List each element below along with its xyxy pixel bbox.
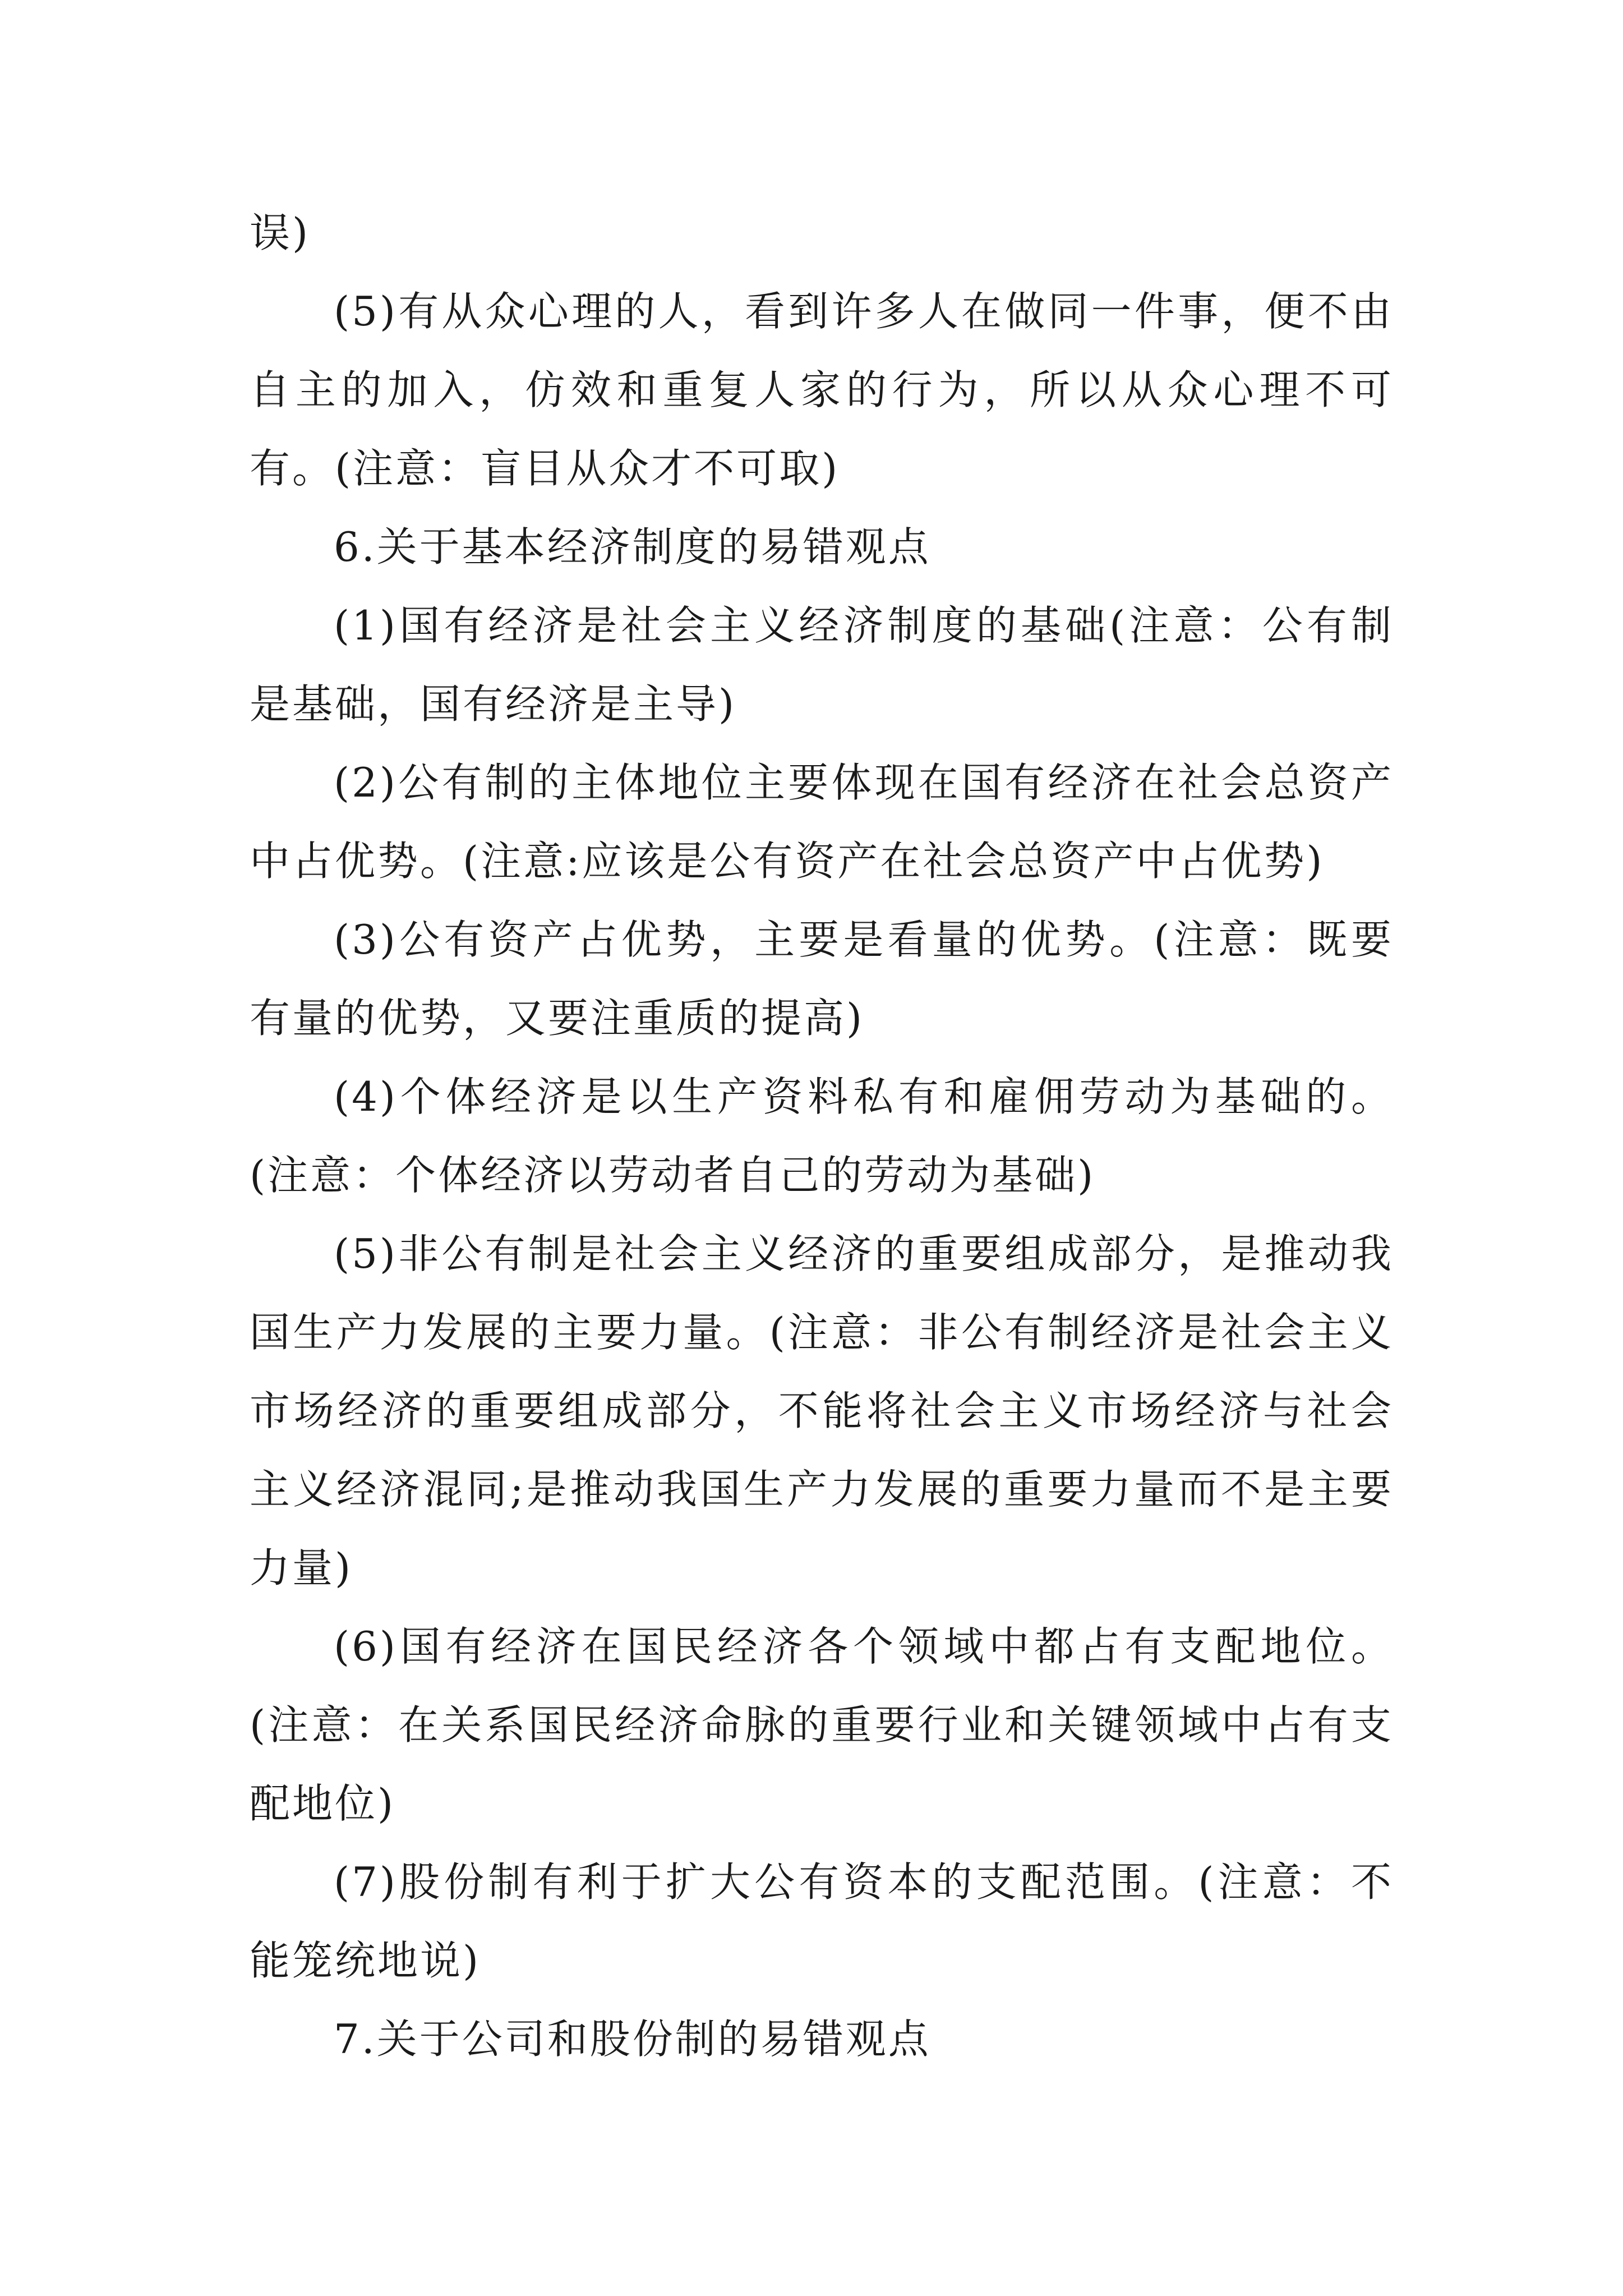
paragraph-item-6: (6)国有经济在国民经济各个领域中都占有支配地位。(注意：在关系国民经济命脉的重要行业和关键领域中占有支配地位) <box>250 1623 1394 1827</box>
section-heading-basic-economic-system: 6.关于基本经济制度的易错观点 <box>334 523 931 570</box>
paragraph-item-2: (2)公有制的主体地位主要体现在国有经济在社会总资产中占优势。(注意:应该是公有资产在社会总资产中占优势) <box>250 759 1394 885</box>
paragraph-item-4: (4)个体经济是以生产资料私有和雇佣劳动为基础的。(注意：个体经济以劳动者自己的劳动为基础) <box>250 1073 1394 1199</box>
paragraph-item-1: (1)国有经济是社会主义经济制度的基础(注意：公有制是基础，国有经济是主导) <box>250 602 1394 728</box>
section-heading-company-shareholding: 7.关于公司和股份制的易错观点 <box>334 2016 931 2063</box>
document-body <box>250 194 1394 2078</box>
paragraph-item-5: (5)非公有制是社会主义经济的重要组成部分，是推动我国生产力发展的主要力量。(注意：非公有制经济是社会主义市场经济的重要组成部分，不能将社会主义市场经济与社会主义经济混同;是推动我国生产力发展的重要力量而不是主要力量) <box>250 1230 1394 1591</box>
paragraph-item-3: (3)公有资产占优势，主要是看量的优势。(注意：既要有量的优势，又要注重质的提高) <box>250 916 1394 1042</box>
paragraph-item-7: (7)股份制有利于扩大公有资本的支配范围。(注意：不能笼统地说) <box>250 1858 1394 1984</box>
paragraph-conformity: (5)有从众心理的人，看到许多人在做同一件事，便不由自主的加入，仿效和重复人家的行为，所以从众心理不可有。(注意：盲目从众才不可取) <box>250 288 1394 492</box>
paragraph-continuation: 误) <box>250 209 311 256</box>
